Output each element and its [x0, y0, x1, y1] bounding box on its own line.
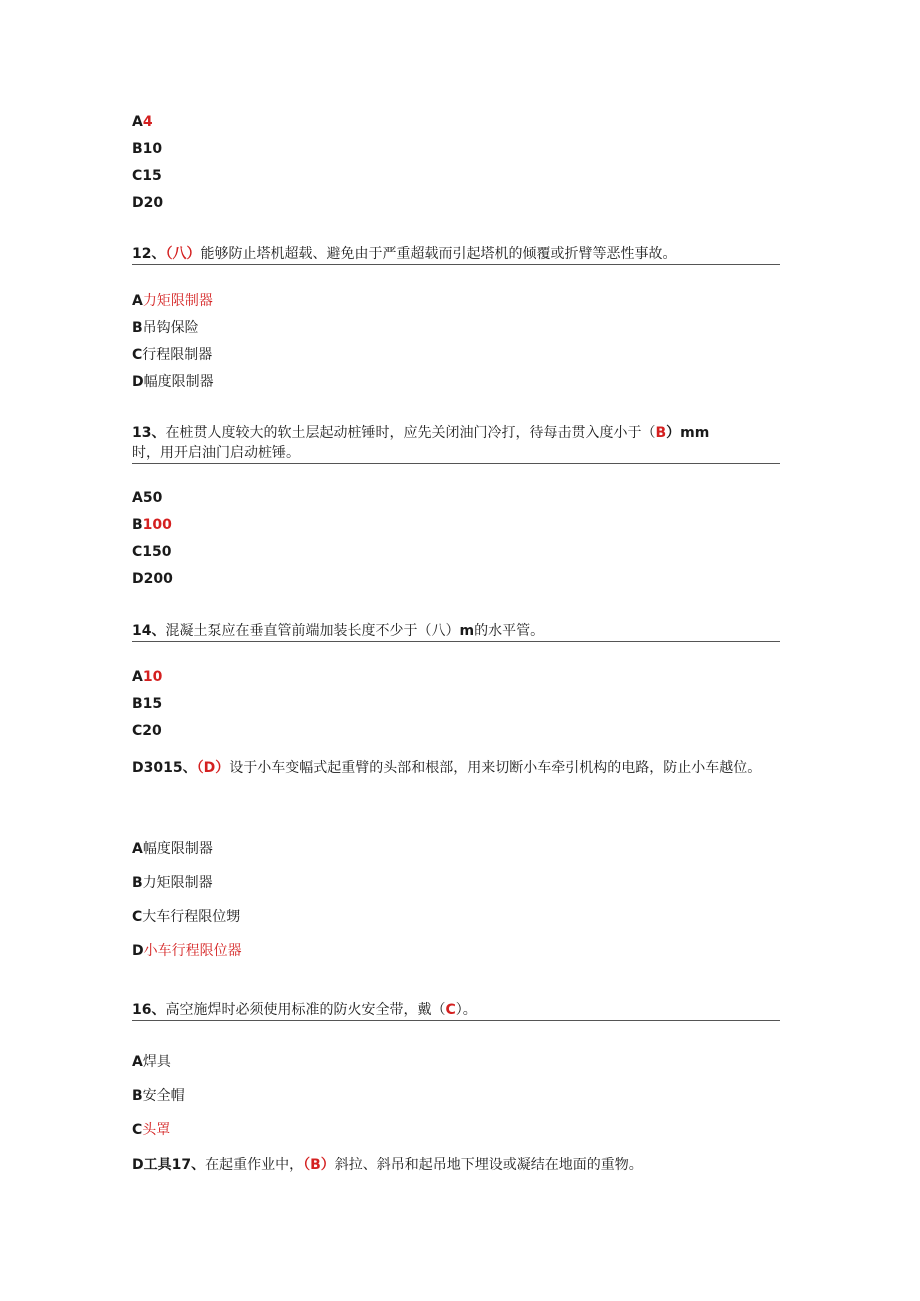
q14-option-b: B15: [132, 696, 163, 712]
q16-option-a: A焊具: [132, 1054, 171, 1070]
q14-option-a: A10: [132, 669, 163, 685]
question-17: D工具17、在起重作业中，（B）斜拉、斜吊和起吊地下埋设或凝结在地面的重物。: [132, 1157, 643, 1173]
q12-option-a: A力矩限制器: [132, 293, 213, 309]
question-13: 13、在桩贯人度较大的软土层起动桩锤时，应先关闭油门冷打，待每击贯入度小于（B）mm 时，用开启油门启动桩锤。: [132, 423, 780, 464]
q16-option-b: B安全帽: [132, 1088, 185, 1104]
q12-option-b: B吊钩保险: [132, 320, 199, 336]
q15-option-c: C大车行程限位甥: [132, 909, 241, 925]
q12-option-d: D幅度限制器: [132, 374, 214, 390]
question-12: 12、（八）能够防止塔机超载、避免由于严重超载而引起塔机的倾覆或折臂等恶性事故。: [132, 244, 780, 265]
q16-option-c: C头罩: [132, 1122, 171, 1138]
q11-option-b: B10: [132, 141, 163, 157]
question-15: D3015、（D）设于小车变幅式起重臂的头部和根部，用来切断小车牵引机构的电路，防止小车越位。: [132, 760, 762, 776]
q15-option-d: D小车行程限位器: [132, 943, 242, 959]
question-14: 14、混凝土泵应在垂直管前端加装长度不少于（八）m的水平管。: [132, 621, 780, 642]
q13-option-d: D200: [132, 571, 173, 587]
q12-option-c: C行程限制器: [132, 347, 213, 363]
q11-option-a: A4: [132, 114, 153, 130]
q15-option-b: B力矩限制器: [132, 875, 213, 891]
q13-option-b: B100: [132, 517, 172, 533]
question-16: 16、高空施焊时必须使用标准的防火安全带，戴（C）。: [132, 1000, 780, 1021]
q14-option-c: C20: [132, 723, 162, 739]
q11-option-d: D20: [132, 195, 164, 211]
q13-option-a: A50: [132, 490, 163, 506]
q15-option-a: A幅度限制器: [132, 841, 213, 857]
q13-option-c: C150: [132, 544, 172, 560]
q11-option-c: C15: [132, 168, 162, 184]
